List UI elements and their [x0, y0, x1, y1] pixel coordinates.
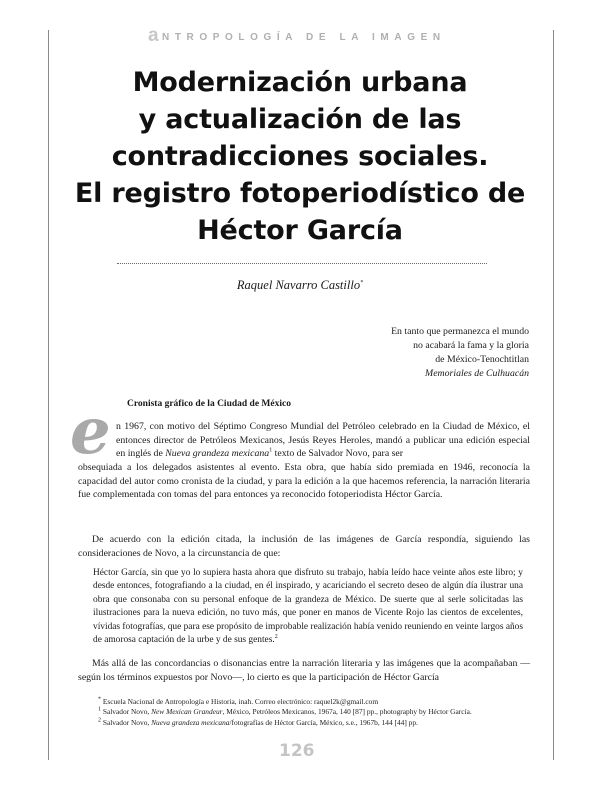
footnote-item	[98, 718, 538, 728]
footnote-text: Salvador Novo,	[101, 707, 152, 717]
author-footnote-mark[interactable]: *	[360, 279, 364, 286]
title-line: Héctor García	[197, 215, 403, 246]
paragraph-2	[78, 533, 530, 560]
left-margin-rule	[48, 30, 49, 760]
running-head-text: NTROPOLOGÍA DE LA IMAGEN	[162, 32, 446, 43]
article-title	[60, 64, 540, 249]
right-margin-rule	[553, 30, 554, 760]
paragraph-1-lead	[116, 420, 530, 461]
paragraph-3	[78, 657, 530, 684]
footnote-text: Escuela Nacional de Antropología e Historia, inah. Correo electrónico: raquel2k@gmail.com	[101, 697, 379, 706]
paragraph-3-text: Más allá de las concordancias o disonancias entre la narración literaria y las imágenes que la acompañaban —según los términos expuestos por Novo—, lo cierto es que la participación de Héctor García	[78, 658, 530, 683]
drop-cap-letter: e	[70, 394, 111, 469]
paragraph-1-rest	[78, 461, 530, 502]
epigraph-line: no acabará la fama y la gloria	[413, 340, 529, 351]
paragraph-1-continuation: obsequiada a los delegados asistentes al evento. Esta obra, que había sido premiada en 1946, reconocía la capacidad del autor como cronista de la ciudad, y para la edición a la que hacemos referencia, la narración literaria fue complementada con tomas del para entonces ya reconocido fotoperiodista Héctor García.	[78, 462, 530, 501]
book-title: Nueva grandeza mexicana	[165, 448, 270, 460]
footnote-book-title: Nueva grandeza mexicana	[151, 717, 230, 727]
author-byline	[60, 278, 540, 293]
title-line: Modernización urbana	[132, 67, 468, 98]
footnote-item	[98, 707, 538, 717]
section-heading: Cronista gráfico de la Ciudad de México	[127, 399, 291, 409]
title-line: y actualización de las	[138, 104, 462, 135]
running-head-initial: a	[148, 25, 159, 46]
footnote-item	[98, 697, 538, 707]
epigraph-source: Memoriales de Culhuacán	[425, 368, 529, 379]
footnote-mark: 1	[98, 706, 101, 713]
page-number: 126	[279, 741, 315, 761]
footnote-text: , México, Petróleos Mexicanos, 1967a, 140 [87] pp., photography by Héctor García.	[222, 707, 472, 717]
footnotes	[98, 697, 538, 728]
running-head	[148, 25, 528, 47]
author-name: Raquel Navarro Castillo	[236, 278, 361, 292]
footnote-book-title: New Mexican Grandeur	[151, 707, 223, 717]
title-divider	[117, 263, 487, 264]
paragraph-1-tail: texto de Salvador Novo, para ser	[272, 448, 404, 460]
title-line: El registro fotoperiodístico de	[74, 178, 526, 209]
paragraph-1-text: n 1967, con motivo del Séptimo Congreso Mundial del Petróleo celebrado en la Ciudad de México, el entonces director de Petróleos Mexicanos, Jesús Reyes Heroles, mandó a publicar una edición especial en inglés de	[116, 421, 530, 460]
epigraph-line: de México-Tenochtitlan	[435, 354, 529, 365]
drop-cap	[70, 394, 111, 469]
paragraph-2-text: De acuerdo con la edición citada, la inclusión de las imágenes de García respondía, siguiendo las consideraciones de Novo, a la circunstancia de que:	[78, 534, 530, 559]
block-quote	[93, 567, 523, 647]
footnote-mark: 2	[98, 717, 101, 724]
epigraph	[300, 325, 529, 381]
footnote-text: /fotografías de Héctor García, México, s.e., 1967b, 144 [44] pp.	[229, 717, 418, 727]
title-line: contradicciones sociales.	[111, 141, 489, 172]
footnote-ref-2[interactable]: 2	[274, 633, 278, 640]
footnote-mark: *	[98, 696, 101, 703]
footnote-ref-1[interactable]: 1	[269, 447, 273, 454]
block-quote-text: Héctor García, sin que yo lo supiera hasta ahora que disfruto su trabajo, había leído hace veinte años este libro; y desde entonces, fotografiando a la ciudad, en él inspirado, y acariciando el secreto deseo de algún día ilustrar una obra que consonaba con su personal enfoque de la grandeza de México. De suerte que al serle solicitadas las ilustraciones para la nueva edición, no tuvo más, que poner en manos de Vicente Rojo las cientos de excelentes, vívidas fotografías, que para ese propósito de improbable realización había venido reuniendo en veinte largos años de amorosa captación de la urbe y de sus gentes.	[93, 568, 523, 646]
epigraph-line: En tanto que permanezca el mundo	[391, 326, 529, 337]
footnote-text: Salvador Novo,	[101, 717, 152, 727]
